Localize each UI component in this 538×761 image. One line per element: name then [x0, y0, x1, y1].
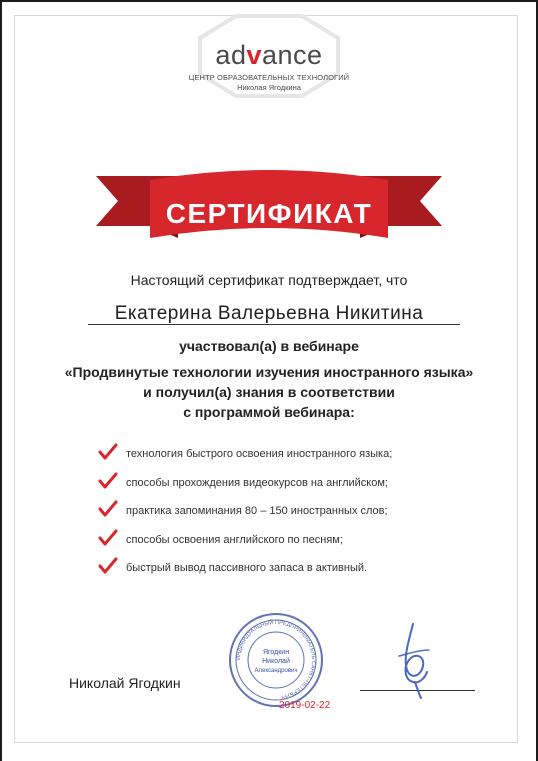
checkmark-icon: [98, 557, 118, 575]
webinar-line-1: «Продвинутые технологии изучения иностранного языка»: [64, 364, 474, 380]
participated-text: участвовал(а) в вебинаре: [179, 338, 359, 354]
stamp-line-3: Александрович: [254, 668, 298, 674]
recipient-name: Екатерина Валерьевна Никитина: [114, 303, 424, 324]
topics-list: [98, 446, 498, 589]
topic-text: способы освоения английского по песням;: [126, 533, 343, 546]
list-item: [98, 503, 498, 532]
list-item: [98, 446, 498, 475]
stamp-seal: [226, 610, 326, 710]
topic-text: технология быстрого освоения иностранного языка;: [126, 448, 393, 460]
recipient-underline: [88, 324, 460, 325]
confirm-text: Настоящий сертификат подтверждает, что: [130, 272, 408, 288]
stamp-line-2: Николай: [262, 658, 290, 665]
topic-text: быстрый вывод пассивного запаса в активный.: [126, 562, 368, 574]
webinar-line-3: с программой вебинара:: [183, 404, 355, 420]
logo-word-suffix: ance: [262, 40, 323, 70]
checkmark-icon: [98, 443, 118, 461]
logo-subtitle: ЦЕНТР ОБРАЗОВАТЕЛЬНЫХ ТЕХНОЛОГИЙ: [188, 73, 350, 82]
webinar-line-2: и получил(а) знания в соответствии: [143, 384, 395, 400]
logo-word-v: v: [246, 40, 262, 70]
stamp-line-1: Ягодкин: [262, 649, 290, 656]
checkmark-icon: [98, 529, 118, 547]
checkmark-icon: [98, 500, 118, 518]
logo-word-prefix: ad: [215, 40, 247, 70]
list-item: [98, 560, 498, 589]
handwritten-signature: [385, 620, 445, 700]
date-stamp: 2019-02-22: [279, 700, 331, 711]
webinar-title: [0, 362, 538, 422]
signer-name: Николай Ягодкин: [69, 675, 181, 691]
topic-text: практика запоминания 80 – 150 иностранных слов;: [126, 505, 388, 517]
logo-subtitle-name: Николая Ягодкина: [237, 83, 301, 92]
certificate-title: СЕРТИФИКАТ: [165, 198, 373, 229]
stamp-ring-text: ИНДИВИДУАЛЬНЫЙ ПРЕДПРИНИМАТЕЛЬ САНКТ-ПЕТЕРБУРГ: [235, 619, 317, 700]
checkmark-icon: [98, 472, 118, 490]
list-item: [98, 475, 498, 504]
list-item: [98, 532, 498, 561]
topic-text: способы прохождения видеокурсов на английском;: [126, 476, 388, 489]
